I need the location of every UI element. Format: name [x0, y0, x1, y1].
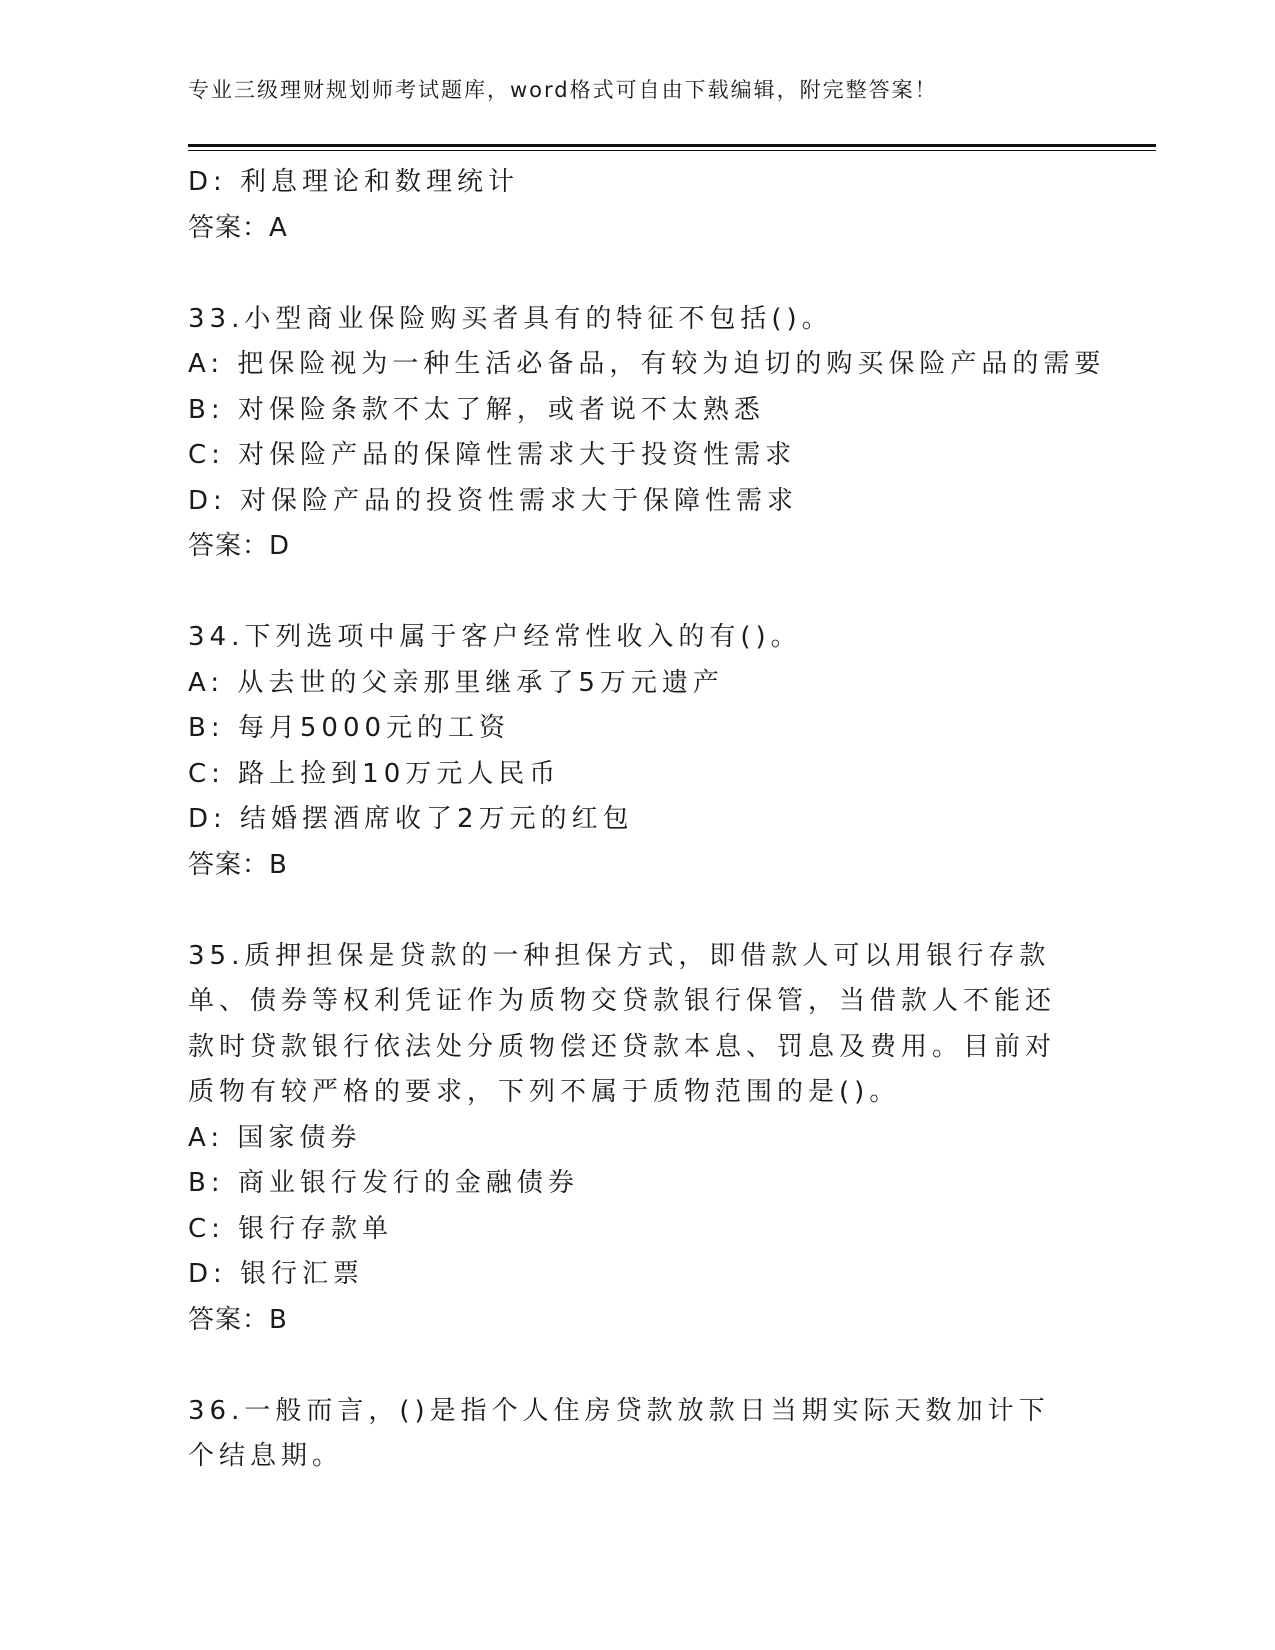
question-stem: 34.下列选项中属于客户经常性收入的有()。 [188, 622, 802, 652]
option-c: C: 对保险产品的保障性需求大于投资性需求 [188, 440, 797, 470]
answer: 答案：B [188, 1304, 288, 1335]
question-stem: 36.一般而言，()是指个人住房贷款放款日当期实际天数加计下个结息期。 [188, 1395, 1050, 1471]
option-c: C: 路上捡到10万元人民币 [188, 758, 561, 789]
answer: 答案：A [188, 212, 288, 243]
question-list [188, 160, 1106, 1480]
spacer [188, 251, 1088, 297]
option-d: D: 结婚摆酒席收了2万元的红包 [188, 804, 634, 834]
spacer [188, 888, 1088, 934]
option-d: D: 银行汇票 [188, 1259, 365, 1289]
spacer [188, 1343, 1088, 1389]
question-stem: 33.小型商业保险购买者具有的特征不包括()。 [188, 303, 833, 334]
option-b: B: 对保险条款不太了解，或者说不太熟悉 [188, 394, 765, 425]
option-b: B: 商业银行发行的金融债券 [188, 1168, 579, 1198]
option-d: D: 对保险产品的投资性需求大于保障性需求 [188, 485, 799, 516]
option-a: A: 从去世的父亲那里继承了5万元遗产 [188, 667, 724, 698]
option-c: C: 银行存款单 [188, 1213, 394, 1244]
question-stem: 35.质押担保是贷款的一种担保方式，即借款人可以用银行存款单、债券等权利凭证作为质物交贷款银行保管，当借款人不能还款时贷款银行依法处分质物偿还贷款本息、罚息及费用。目前对质物有较严格的要求，下列不属于质物范围的是()。 [188, 940, 1057, 1107]
option-d: D: 利息理论和数理统计 [188, 167, 520, 197]
answer: 答案：D [188, 531, 291, 561]
header-rule-thin [188, 150, 1156, 151]
page-header: 专业三级理财规划师考试题库，word格式可自由下载编辑，附完整答案！ [188, 78, 938, 102]
header-rule-thick [188, 144, 1156, 147]
option-a: A: 把保险视为一种生活必备品，有较为迫切的购买保险产品的需要 [188, 349, 1106, 379]
spacer [188, 570, 1088, 616]
answer: 答案：B [188, 849, 288, 880]
option-b: B: 每月5000元的工资 [188, 713, 511, 743]
option-a: A: 国家债券 [188, 1122, 362, 1153]
